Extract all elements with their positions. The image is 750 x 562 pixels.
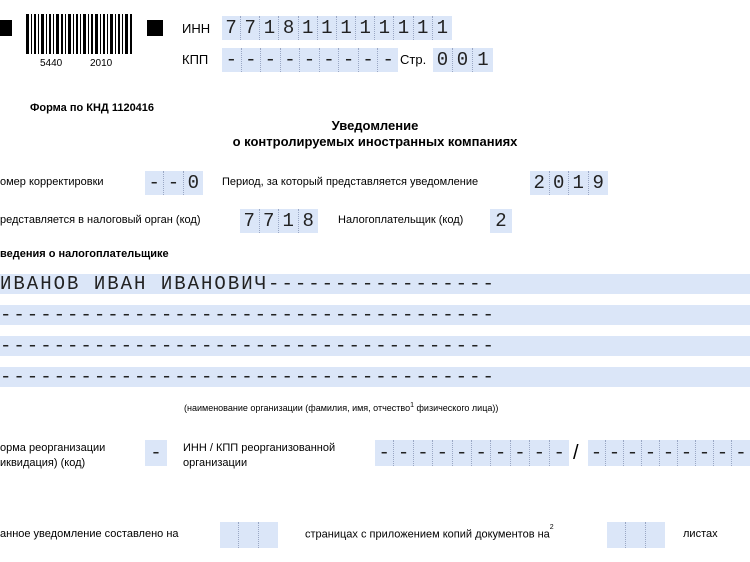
char-cell: - — [375, 440, 394, 466]
char-cell: 2 — [530, 171, 550, 195]
caption-footnote-1: 1 — [410, 402, 415, 409]
page-label: Стр. — [400, 52, 427, 67]
char-cell: 1 — [414, 16, 433, 40]
sheets-label: листах — [683, 528, 718, 540]
reorg-form-label-line2: иквидация) (код) — [0, 457, 86, 469]
char-cell: 8 — [279, 16, 298, 40]
char-cell: 1 — [299, 16, 318, 40]
correction-label: омер корректировки — [0, 176, 104, 188]
reorg-inn-cells — [375, 440, 569, 466]
char-cell: - — [382, 49, 394, 71]
char-cell: - — [714, 440, 732, 466]
char-cell: 7 — [222, 16, 241, 40]
taxpayer-name-line-3[interactable]: ------------------------------------- — [0, 336, 750, 356]
barcode-image — [26, 14, 132, 54]
char-cell: - — [553, 442, 565, 464]
reorg-inn-kpp-label-line2: организации — [183, 457, 248, 469]
char-cell: - — [660, 440, 678, 466]
tax-office-cells — [240, 209, 318, 233]
corner-marker-right — [147, 20, 163, 36]
reorg-separator: / — [573, 442, 579, 464]
char-cell: 0 — [433, 48, 453, 72]
char-cell: 1 — [356, 16, 375, 40]
page-field[interactable] — [433, 48, 493, 72]
tax-office-label: редставляется в налоговый орган (код) — [0, 214, 201, 226]
pages-cells — [220, 522, 278, 548]
char-cell: - — [433, 440, 452, 466]
char-cell: - — [642, 440, 660, 466]
char-cell: - — [320, 48, 340, 72]
caption-part-1: (наименование организации (фамилия, имя, отчество — [184, 403, 411, 413]
attachments-footnote-2: 2 — [549, 524, 554, 531]
pages-field[interactable] — [220, 522, 278, 548]
char-cell: 8 — [302, 210, 314, 232]
char-cell: - — [242, 48, 262, 72]
correction-field[interactable] — [145, 171, 203, 195]
taxpayer-name-line-1[interactable]: ИВАНОВ ИВАН ИВАНОВИЧ----------------- — [0, 274, 750, 294]
reorg-form-cells — [145, 440, 167, 466]
reorg-form-field[interactable] — [145, 440, 167, 466]
taxpayer-name-line-2[interactable]: ------------------------------------- — [0, 305, 750, 325]
attachments-cells — [607, 522, 665, 548]
char-cell: - — [530, 440, 549, 466]
char-cell: 1 — [337, 16, 356, 40]
char-cell: - — [394, 440, 413, 466]
char-cell: - — [145, 171, 164, 195]
period-field[interactable] — [530, 171, 608, 195]
char-cell: - — [624, 440, 642, 466]
char-cell: - — [735, 442, 747, 464]
barcode-number-left: 5440 — [40, 58, 63, 69]
taxpayer-name-line-4[interactable]: ------------------------------------- — [0, 367, 750, 387]
char-cell: 0 — [550, 171, 570, 195]
reorg-kpp-field[interactable] — [588, 440, 750, 466]
taxpayer-label: Налогоплательщик (код) — [338, 214, 464, 226]
attachments-label-text: страницах с приложением копий документов на — [305, 528, 550, 541]
char-cell: 1 — [477, 49, 489, 71]
barcode-number-right: 2010 — [90, 58, 113, 69]
char-cell: 2 — [495, 210, 507, 232]
char-cell: 1 — [436, 17, 448, 39]
char-cell: 1 — [375, 16, 394, 40]
reorg-form-label-line1: орма реорганизации — [0, 442, 106, 454]
char-cell — [626, 522, 645, 548]
tax-office-field[interactable] — [240, 209, 318, 233]
taxpayer-name-caption — [184, 402, 498, 413]
char-cell — [259, 522, 278, 548]
char-cell: - — [696, 440, 714, 466]
char-cell: - — [300, 48, 320, 72]
attachments-label — [305, 524, 554, 541]
period-cells — [530, 171, 608, 195]
char-cell — [239, 522, 258, 548]
reorg-inn-kpp-label-line1: ИНН / КПП реорганизованной — [183, 442, 336, 454]
char-cell: - — [339, 48, 359, 72]
caption-part-2: физического лица)) — [414, 403, 499, 413]
form-code: Форма по КНД 1120416 — [30, 102, 155, 114]
char-cell: 7 — [260, 209, 280, 233]
char-cell: - — [150, 442, 162, 464]
char-cell: 1 — [260, 16, 279, 40]
form-title-line1: Уведомление — [331, 118, 419, 133]
char-cell: 0 — [187, 172, 200, 194]
inn-label: ИНН — [182, 21, 211, 36]
char-cell: - — [261, 48, 281, 72]
correction-cells — [145, 171, 203, 195]
reorg-kpp-cells — [588, 440, 750, 466]
taxpayer-section-title: ведения о налогоплательщике — [0, 248, 169, 260]
kpp-cells — [222, 48, 398, 72]
period-label: Период, за который представляется уведомление — [222, 176, 479, 188]
char-cell: 1 — [318, 16, 337, 40]
char-cell — [607, 522, 626, 548]
char-cell: - — [588, 440, 606, 466]
corner-marker-left — [0, 20, 12, 36]
char-cell: 1 — [394, 16, 413, 40]
taxpayer-field[interactable] — [490, 209, 512, 233]
char-cell: - — [491, 440, 510, 466]
kpp-field[interactable] — [222, 48, 398, 72]
reorg-inn-field[interactable] — [375, 440, 569, 466]
char-cell: - — [222, 48, 242, 72]
inn-field[interactable] — [222, 16, 452, 40]
page-cells — [433, 48, 493, 72]
char-cell: - — [472, 440, 491, 466]
char-cell: - — [359, 48, 379, 72]
char-cell: - — [164, 171, 183, 195]
inn-cells — [222, 16, 452, 40]
char-cell: - — [453, 440, 472, 466]
char-cell: - — [414, 440, 433, 466]
char-cell: - — [511, 440, 530, 466]
char-cell — [220, 522, 239, 548]
char-cell: - — [606, 440, 624, 466]
char-cell: - — [281, 48, 301, 72]
char-cell — [646, 522, 665, 548]
char-cell: 7 — [240, 209, 260, 233]
kpp-label: КПП — [182, 52, 209, 67]
pages-label: анное уведомление составлено на — [0, 528, 179, 540]
taxpayer-cells — [490, 209, 512, 233]
char-cell: 1 — [569, 171, 589, 195]
char-cell: 7 — [241, 16, 260, 40]
char-cell: 0 — [453, 48, 473, 72]
form-title-line2: о контролируемых иностранных компаниях — [232, 134, 518, 149]
char-cell: - — [678, 440, 696, 466]
char-cell: 9 — [592, 172, 604, 194]
char-cell: 1 — [279, 209, 299, 233]
attachments-field[interactable] — [607, 522, 665, 548]
